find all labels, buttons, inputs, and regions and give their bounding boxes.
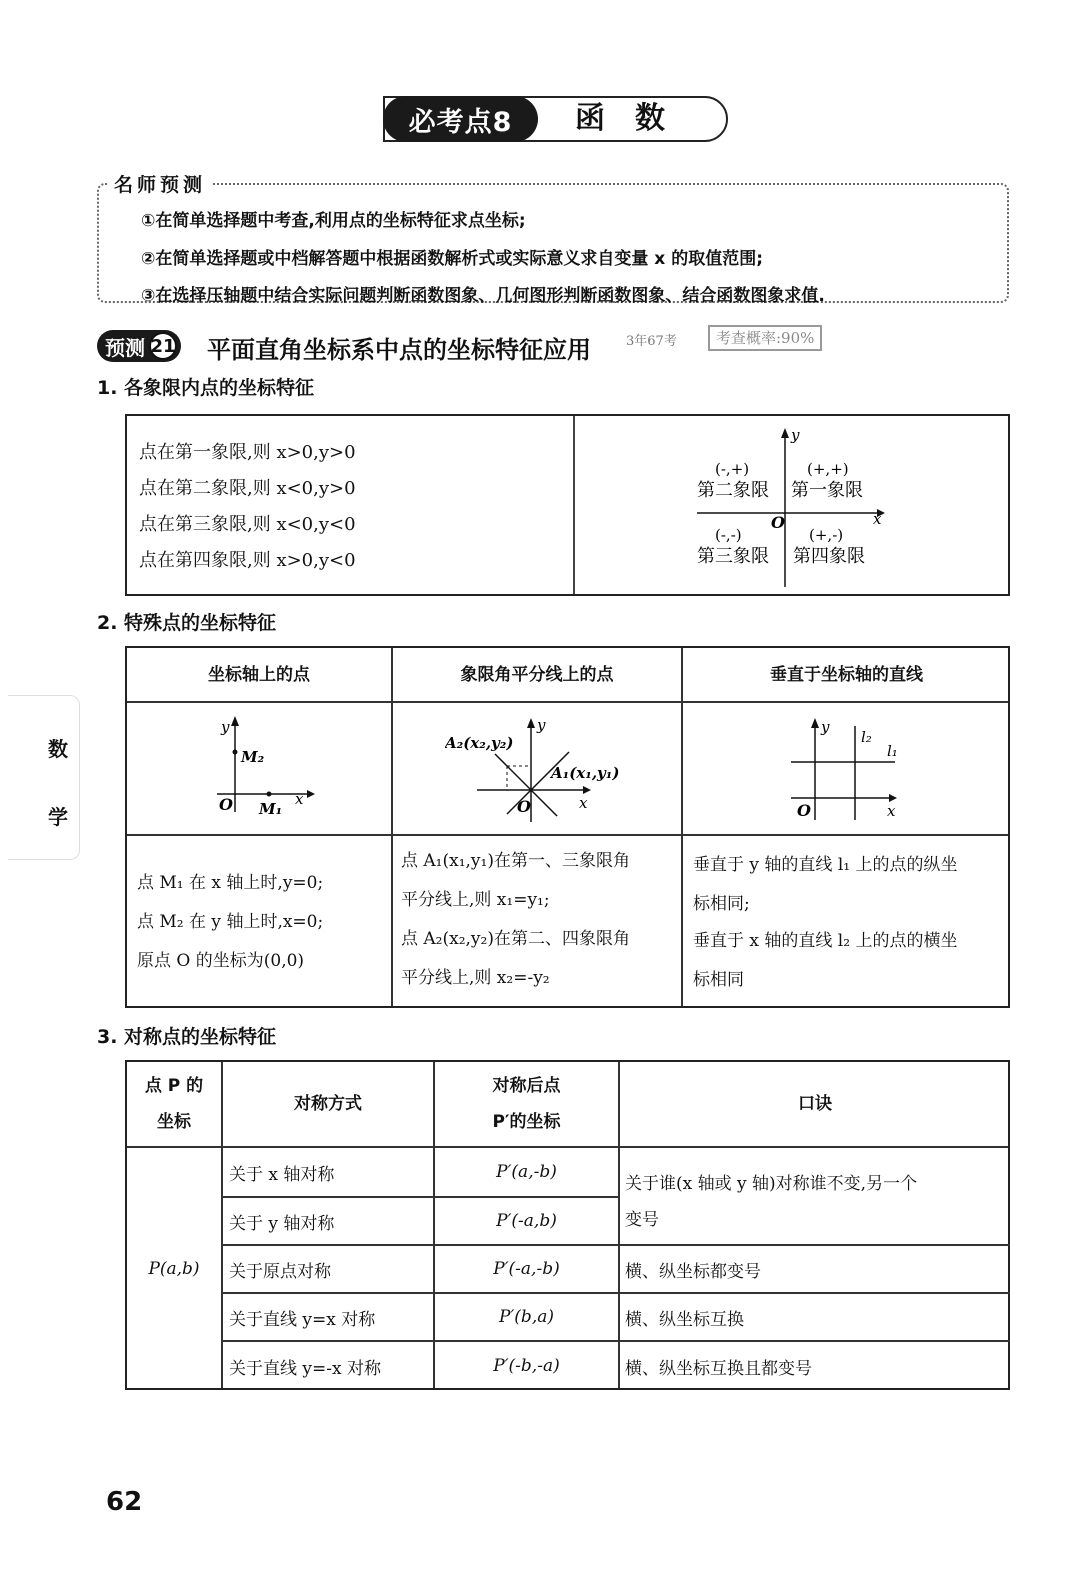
bisector-rule: 点 A₁(x₁,y₁)在第一、三象限角 — [401, 851, 630, 871]
x-label: x — [887, 802, 896, 820]
perpendicular-rule: 标相同; — [693, 894, 750, 914]
quadrant-table — [125, 414, 1010, 596]
header-point — [127, 1062, 221, 1146]
y-label: y — [821, 718, 830, 736]
origin-label: O — [771, 513, 785, 532]
origin-label: O — [219, 795, 233, 814]
symmetry-table — [125, 1060, 1010, 1390]
symmetry-mode: 关于直线 y=x 对称 — [229, 1309, 376, 1330]
bisector-rule: 点 A₂(x₂,y₂)在第二、四象限角 — [401, 929, 630, 949]
x-arrow-icon — [583, 786, 591, 794]
side-tab-char: 数 — [48, 737, 68, 761]
symmetry-mode: 关于直线 y=-x 对称 — [229, 1358, 381, 1379]
symmetry-mode: 关于原点对称 — [229, 1261, 331, 1282]
section-title: 平面直角坐标系中点的坐标特征应用 — [207, 336, 591, 364]
q1-label: 第一象限 — [791, 480, 863, 501]
y-arrow-icon — [811, 718, 819, 728]
point-m1 — [267, 792, 272, 797]
symmetry-result: P′(-a,b) — [496, 1211, 557, 1231]
quadrant-rule: 点在第四象限,则 x>0,y<0 — [139, 550, 356, 571]
header-result-line2: P′的坐标 — [492, 1112, 561, 1132]
y-arrow-icon — [231, 716, 239, 726]
prediction-item: ②在简单选择题或中档解答题中根据函数解析式或实际意义求自变量 x 的取值范围; — [141, 249, 763, 269]
origin-label: O — [517, 797, 531, 816]
section-badge — [97, 330, 181, 362]
symmetry-mode: 关于 y 轴对称 — [229, 1213, 335, 1234]
axis-points-rule: 原点 O 的坐标为(0,0) — [137, 951, 305, 971]
a1-label: A₁(x₁,y₁) — [551, 764, 620, 782]
perpendicular-rule: 垂直于 x 轴的直线 l₂ 上的点的横坐 — [693, 931, 958, 951]
origin-label: O — [797, 801, 811, 820]
q4-sign: (+,-) — [809, 526, 844, 544]
m1-label: M₁ — [259, 800, 283, 818]
perpendicular-rule: 垂直于 y 轴的直线 l₁ 上的点的纵坐 — [693, 855, 958, 875]
x-label: x — [873, 510, 882, 528]
x-arrow-icon — [307, 790, 315, 798]
q3-label: 第三象限 — [697, 546, 769, 567]
prediction-item: ①在简单选择题中考查,利用点的坐标特征求点坐标; — [141, 211, 526, 231]
header-point-line2: 坐标 — [157, 1112, 191, 1132]
table-divider — [573, 416, 575, 594]
table-divider — [127, 834, 1008, 836]
y-arrow-icon — [527, 718, 535, 728]
quadrant-rule: 点在第二象限,则 x<0,y>0 — [139, 478, 356, 499]
q1-sign: (+,+) — [807, 460, 849, 478]
perpendicular-lines-diagram — [783, 712, 923, 832]
quadrant-diagram — [687, 422, 927, 592]
y-label: y — [537, 716, 546, 734]
mnemonic-axes: 关于谁(x 轴或 y 轴)对称谁不变,另一个 — [625, 1173, 918, 1194]
mnemonic-origin: 横、纵坐标都变号 — [625, 1261, 761, 1282]
bisector-rule: 平分线上,则 x₁=y₁; — [401, 890, 550, 910]
x-label: x — [295, 790, 304, 808]
header-result-line1: 对称后点 — [492, 1076, 561, 1096]
side-tab-char: 学 — [48, 805, 68, 829]
header-point-line1: 点 P 的 — [144, 1076, 204, 1096]
page-number: 62 — [106, 1487, 143, 1517]
mnemonic-ynx: 横、纵坐标互换且都变号 — [625, 1358, 812, 1379]
column-header: 坐标轴上的点 — [208, 665, 310, 685]
axis-points-rule: 点 M₂ 在 y 轴上时,x=0; — [137, 912, 324, 932]
title-banner — [383, 96, 728, 142]
quadrant-rule: 点在第三象限,则 x<0,y<0 — [139, 514, 356, 535]
part2-heading: 2. 特殊点的坐标特征 — [97, 612, 277, 634]
bisector-diagram — [445, 712, 645, 832]
axis-points-diagram — [197, 712, 327, 832]
part3-heading: 3. 对称点的坐标特征 — [97, 1026, 277, 1048]
column-header: 垂直于坐标轴的直线 — [770, 665, 923, 685]
symmetry-mode: 关于 x 轴对称 — [229, 1164, 335, 1185]
perpendicular-rule: 标相同 — [693, 970, 744, 990]
y-label: y — [791, 426, 800, 444]
symmetry-result: P′(-a,-b) — [493, 1259, 560, 1279]
side-tab — [8, 695, 80, 860]
bisector-rule: 平分线上,则 x₂=-y₂ — [401, 968, 550, 988]
mnemonic-axes-cont: 变号 — [625, 1209, 659, 1230]
m2-label: M₂ — [241, 748, 265, 766]
a2-label: A₂(x₂,y₂) — [445, 734, 514, 752]
column-header: 象限角平分线上的点 — [460, 665, 614, 685]
x-arrow-icon — [889, 794, 897, 802]
topic-badge: 必考点8 — [383, 96, 538, 142]
prediction-label: 名师预测 — [108, 170, 212, 197]
special-points-table — [125, 646, 1010, 1008]
header-result — [435, 1062, 618, 1146]
l2-label: l₂ — [861, 728, 872, 746]
q2-sign: (-,+) — [715, 460, 750, 478]
section-number: 21 — [149, 332, 177, 360]
l1-label: l₁ — [887, 742, 898, 760]
q2-label: 第二象限 — [697, 480, 769, 501]
q3-sign: (-,-) — [715, 526, 742, 544]
point-m2 — [233, 750, 238, 755]
mnemonic-yx: 横、纵坐标互换 — [625, 1309, 744, 1330]
section-badge-label: 预测 — [105, 335, 145, 360]
y-arrow-icon — [781, 428, 789, 438]
prediction-item: ③在选择压轴题中结合实际问题判断函数图象、几何图形判断函数图象、结合函数图象求值. — [141, 286, 825, 306]
symmetry-result: P′(b,a) — [499, 1307, 554, 1327]
axis-points-rule: 点 M₁ 在 x 轴上时,y=0; — [137, 873, 324, 893]
symmetry-result: P′(-b,-a) — [493, 1356, 560, 1376]
y-label: y — [221, 718, 230, 736]
header-mnemonic: 口诀 — [798, 1094, 832, 1114]
page-title: 函数 — [575, 101, 695, 136]
part1-heading: 1. 各象限内点的坐标特征 — [97, 377, 315, 399]
section-meta: 3年67考 — [626, 334, 677, 349]
header-mode: 对称方式 — [294, 1094, 362, 1114]
q4-label: 第四象限 — [793, 546, 865, 567]
symmetry-result: P′(a,-b) — [496, 1162, 557, 1182]
original-point: P(a,b) — [148, 1259, 200, 1279]
x-label: x — [579, 794, 588, 812]
section-probability: 考查概率:90% — [708, 325, 822, 351]
quadrant-rule: 点在第一象限,则 x>0,y>0 — [139, 442, 356, 463]
